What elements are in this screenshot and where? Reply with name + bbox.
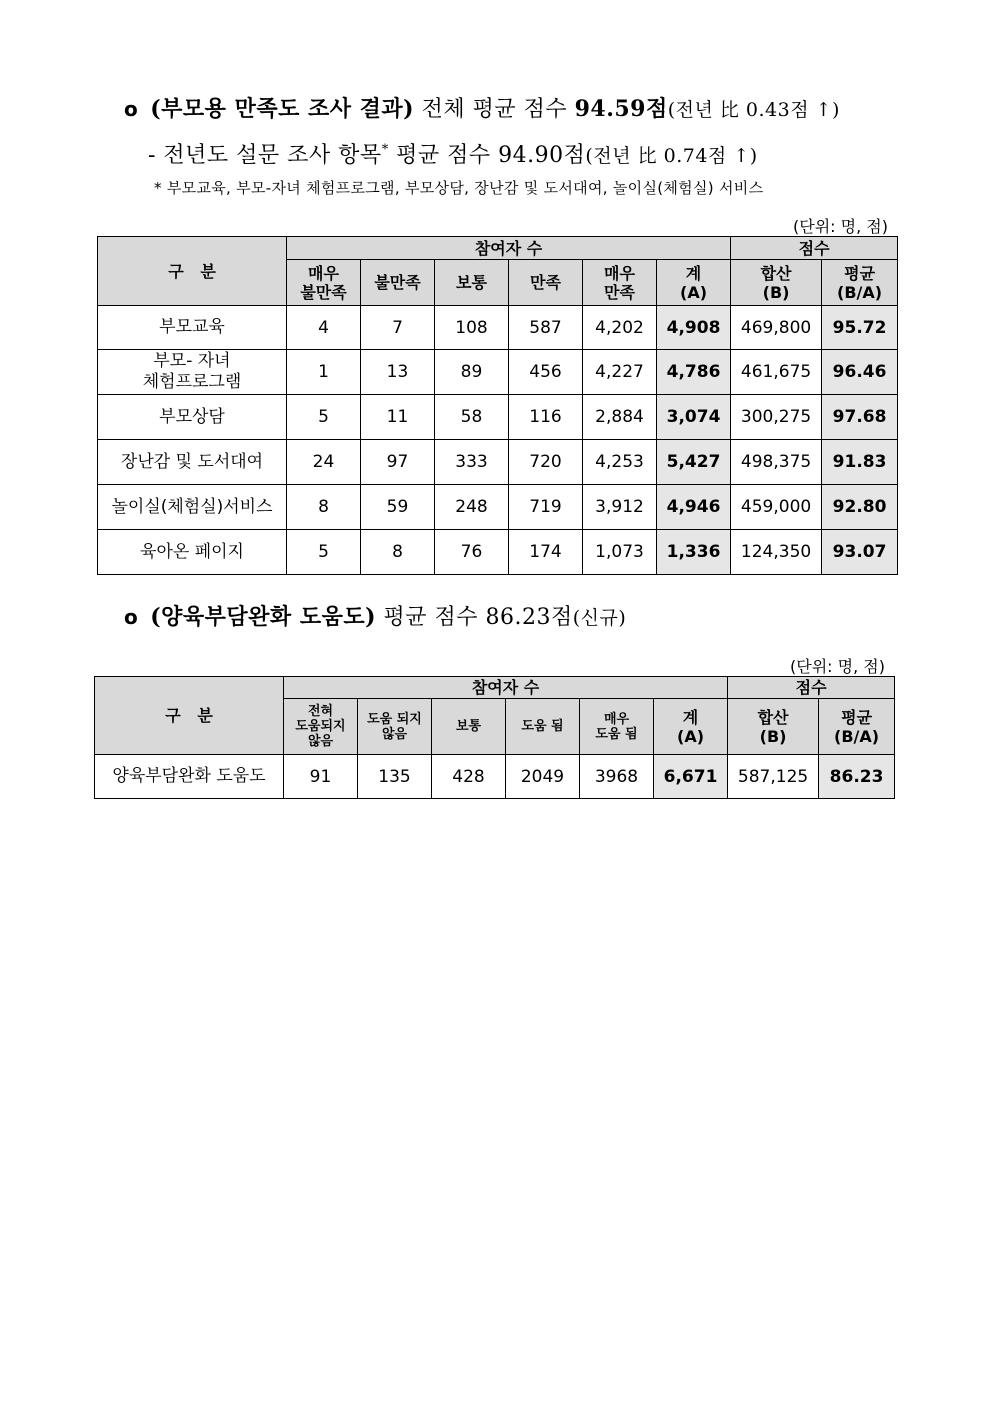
col-header: 보통 xyxy=(432,699,506,755)
row-name: 부모교육 xyxy=(98,306,287,350)
section1-title-rest: 전체 평균 점수 xyxy=(414,97,575,122)
col-header: 평균 (B/A) xyxy=(819,699,895,755)
group-participants: 참여자 수 xyxy=(287,237,731,260)
footnote-mark: * xyxy=(381,142,389,158)
table-cell: 459,000 xyxy=(731,485,822,530)
col-header: 전혀 도움되지 않음 xyxy=(284,699,358,755)
table-cell: 8 xyxy=(287,485,361,530)
table-cell: 248 xyxy=(435,485,509,530)
col-header: 불만족 xyxy=(361,260,435,306)
col-header: 매우 도움 됨 xyxy=(580,699,654,755)
section1-heading xyxy=(124,92,840,123)
table-cell: 428 xyxy=(432,755,506,799)
table-cell: 13 xyxy=(361,350,435,395)
table-cell: 92.80 xyxy=(822,485,898,530)
section2-heading xyxy=(124,600,626,631)
table-cell: 3968 xyxy=(580,755,654,799)
table-cell: 5 xyxy=(287,530,361,575)
col-header: 합산 (B) xyxy=(731,260,822,306)
table-cell: 7 xyxy=(361,306,435,350)
row-name: 놀이실(체험실)서비스 xyxy=(98,485,287,530)
table-cell: 719 xyxy=(509,485,583,530)
table-cell: 5,427 xyxy=(657,440,731,485)
bullet-icon: o xyxy=(124,97,139,121)
row-name: 육아온 페이지 xyxy=(98,530,287,575)
table-cell: 720 xyxy=(509,440,583,485)
col-header: 도움 됨 xyxy=(506,699,580,755)
table-cell: 1,336 xyxy=(657,530,731,575)
table-cell: 58 xyxy=(435,395,509,440)
col-header: 보통 xyxy=(435,260,509,306)
table-cell: 300,275 xyxy=(731,395,822,440)
table-cell: 135 xyxy=(358,755,432,799)
col-header: 합산 (B) xyxy=(728,699,819,755)
table-cell: 4,253 xyxy=(583,440,657,485)
table-cell: 461,675 xyxy=(731,350,822,395)
table-cell: 174 xyxy=(509,530,583,575)
table-cell: 8 xyxy=(361,530,435,575)
table-cell: 86.23 xyxy=(819,755,895,799)
sub-change: (전년 比 0.74점 ↑) xyxy=(585,145,758,167)
table-cell: 2,884 xyxy=(583,395,657,440)
section1-subheading xyxy=(148,138,758,169)
col-category: 구 분 xyxy=(95,677,284,755)
satisfaction-table xyxy=(97,236,898,575)
section2-title: (양육부담완화 도움도) xyxy=(150,604,376,630)
table-cell: 333 xyxy=(435,440,509,485)
table-cell: 4,908 xyxy=(657,306,731,350)
table-cell: 587,125 xyxy=(728,755,819,799)
unit-label: (단위: 명, 점) xyxy=(793,217,888,236)
table-cell: 4 xyxy=(287,306,361,350)
table-cell: 59 xyxy=(361,485,435,530)
section1-change: (전년 比 0.43점 ↑) xyxy=(667,99,840,121)
helpfulness-table xyxy=(94,676,895,799)
table-cell: 116 xyxy=(509,395,583,440)
table-cell: 91.83 xyxy=(822,440,898,485)
table-cell: 24 xyxy=(287,440,361,485)
row-name: 부모- 자녀 체험프로그램 xyxy=(98,350,287,395)
row-name: 장난감 및 도서대여 xyxy=(98,440,287,485)
table-cell: 4,946 xyxy=(657,485,731,530)
table-cell: 2049 xyxy=(506,755,580,799)
table-cell: 456 xyxy=(509,350,583,395)
table-cell: 97.68 xyxy=(822,395,898,440)
table-row xyxy=(98,306,898,350)
table-cell: 3,074 xyxy=(657,395,731,440)
col-header: 평균 (B/A) xyxy=(822,260,898,306)
table-cell: 1 xyxy=(287,350,361,395)
col-header: 계 (A) xyxy=(654,699,728,755)
group-score: 점수 xyxy=(731,237,898,260)
table-row xyxy=(95,755,895,799)
unit-label-2: (단위: 명, 점) xyxy=(790,657,885,676)
sub-rest: 평균 점수 94.90점 xyxy=(388,143,586,168)
col-category: 구 분 xyxy=(98,237,287,306)
table-row xyxy=(98,440,898,485)
table-cell: 108 xyxy=(435,306,509,350)
section1-score: 94.59점 xyxy=(574,96,668,122)
table-row xyxy=(98,350,898,395)
col-header: 매우 만족 xyxy=(583,260,657,306)
section1-title: (부모용 만족도 조사 결과) xyxy=(150,96,415,122)
table-cell: 91 xyxy=(284,755,358,799)
col-header: 계 (A) xyxy=(657,260,731,306)
table-cell: 76 xyxy=(435,530,509,575)
table-cell: 4,227 xyxy=(583,350,657,395)
col-header: 매우 불만족 xyxy=(287,260,361,306)
table-cell: 1,073 xyxy=(583,530,657,575)
table-cell: 96.46 xyxy=(822,350,898,395)
table-cell: 93.07 xyxy=(822,530,898,575)
table-cell: 4,786 xyxy=(657,350,731,395)
table-cell: 498,375 xyxy=(731,440,822,485)
table-row xyxy=(98,485,898,530)
table-cell: 469,800 xyxy=(731,306,822,350)
footnote: * 부모교육, 부모-자녀 체험프로그램, 부모상담, 장난감 및 도서대여, 놀이실(체험실) 서비스 xyxy=(154,179,764,197)
table-row xyxy=(98,530,898,575)
section2-change: (신규) xyxy=(572,607,627,629)
table-cell: 95.72 xyxy=(822,306,898,350)
table-cell: 587 xyxy=(509,306,583,350)
table-cell: 11 xyxy=(361,395,435,440)
table-cell: 124,350 xyxy=(731,530,822,575)
bullet-icon: o xyxy=(124,605,139,629)
table-cell: 97 xyxy=(361,440,435,485)
section2-title-rest: 평균 점수 86.23점 xyxy=(376,605,573,630)
table-cell: 89 xyxy=(435,350,509,395)
table-cell: 6,671 xyxy=(654,755,728,799)
table-row xyxy=(98,395,898,440)
group-score: 점수 xyxy=(728,677,895,699)
table-cell: 3,912 xyxy=(583,485,657,530)
table-cell: 5 xyxy=(287,395,361,440)
col-header: 만족 xyxy=(509,260,583,306)
col-header: 도움 되지 않음 xyxy=(358,699,432,755)
row-name: 양육부담완화 도움도 xyxy=(95,755,284,799)
group-participants: 참여자 수 xyxy=(284,677,728,699)
table-cell: 4,202 xyxy=(583,306,657,350)
sub-text: - 전년도 설문 조사 항목 xyxy=(148,143,382,168)
row-name: 부모상담 xyxy=(98,395,287,440)
